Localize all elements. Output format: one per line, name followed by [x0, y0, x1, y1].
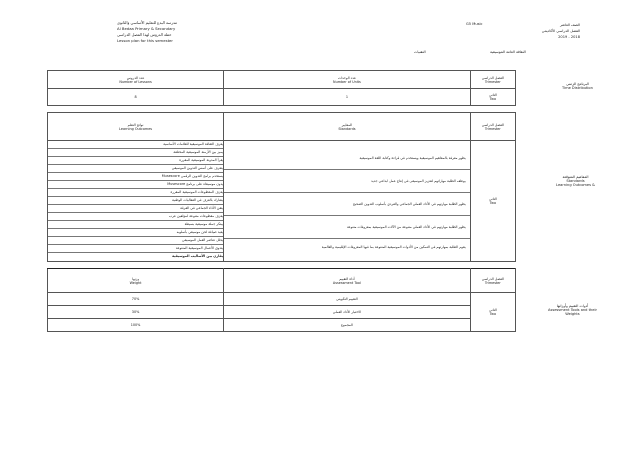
outcome-item: يتعرف على أسس التدوين الموسيقي: [48, 165, 223, 173]
col-term-header: الفصل الدراسي Trimester: [470, 113, 515, 141]
outcomes-cell: [48, 141, 224, 262]
term-value: الثاني Two: [470, 293, 515, 332]
subject-line: الثقافة العامة الموسيقية: [490, 50, 526, 54]
header-right-block: [542, 22, 580, 40]
plan-title-en: Lesson plan for this semester: [117, 38, 173, 43]
year-range: 2019 - 2018: [558, 35, 580, 39]
lessons-value: 8: [48, 89, 224, 106]
weight-value: 30%: [48, 306, 224, 319]
outcome-item: يعرف الثقافة الموسيقية للعلامات الأساسية: [48, 141, 223, 149]
col-units-header: عدد الوحدات Number of Units: [224, 71, 471, 89]
outcome-item: يبتكر جملة موسيقية بسيطة: [48, 221, 223, 229]
year-label: الفصل الدراسي الأكاديمي: [541, 29, 580, 33]
outcome-item: يشارك بالعزف في الفعاليات الوطنية: [48, 197, 223, 205]
standard-item: يظهر الطلبة مهارتهم في الأداء العملي الجماعي والفردي بأسلوب التدوين الصحيح: [224, 193, 470, 216]
term-value: الثاني Two: [470, 89, 515, 106]
outcome-item: يتقن الأداء الجماعي في الفرقة: [48, 205, 223, 213]
standard-item: يوظف الطلبة مهاراتهم لتعزيز الموسيقى في إنتاج عمل ابداعي جديد: [224, 170, 470, 193]
plan-title-ar: خطة الدروس لهذا الفصل الدراسي: [117, 32, 172, 37]
col-term-header: الفصل الدراسي Trimester: [470, 269, 515, 293]
standard-item: يظهر معرفة بالمفاهيم الموسيقية ويستخدم في قراءة وكتابة اللغة الموسيقية: [224, 147, 470, 170]
school-name-en: Al Bedaa Primary & Secondary: [117, 26, 176, 31]
school-name-ar: مدرسة البدع للتعليم الأساسي والثانوي: [117, 20, 178, 25]
time-distribution-label: البرنامج الزمني Time Distribution: [562, 82, 593, 90]
outcome-item: يعيد صياغة لحن موسيقي بأسلوبه: [48, 229, 223, 237]
col-lessons-header: عدد الدروس Number of Lessons: [48, 71, 224, 89]
outcome-item: يستخدم برامج التدوين الرقمي Musescore: [48, 173, 223, 181]
standard-item: يظهر الطلبة مهارتهم في الأداء العملي متنوعة من الآلات الموسيقية بمعزوفات متنوعة: [224, 216, 470, 239]
outcome-item: يعزف المقطوعات الموسيقية المقررة: [48, 189, 223, 197]
outcome-item: يقرأ المدونة الموسيقية المقررة: [48, 157, 223, 165]
tool-value: التقييم التكويني: [224, 293, 471, 306]
outcome-item: يعزف مقطوعات متنوعة لمؤلفين عرب: [48, 213, 223, 221]
course-code: G5 Music: [466, 22, 483, 26]
col-tool-header: أداة التقييم Assessment Tool: [224, 269, 471, 293]
col-standards-header: المعايير Standards: [224, 113, 471, 141]
outcome-item: يتذوق الأعمال الموسيقية المتنوعة: [48, 245, 223, 253]
assessment-table: [47, 268, 516, 332]
weight-value: 100%: [48, 319, 224, 332]
col-weight-header: وزنها Weight: [48, 269, 224, 293]
standards-cell: [224, 141, 471, 262]
term-value: الثاني Two: [470, 141, 515, 262]
time-distribution-table: [47, 70, 516, 106]
standards-outcomes-table: [47, 112, 516, 262]
standard-item: يقوم الطلبة بمهارتهم في التمكين من الأدوات الموسيقية المتنوعة بما فيها المعزوفات الإقليمية والعالمية: [321, 244, 466, 249]
outcome-item: يميز بين الأزمنة الموسيقية المختلفة: [48, 149, 223, 157]
units-value: 1: [224, 89, 471, 106]
standards-outcomes-label: المفاهيم المتوقعة Standards Learning Outcomes &: [556, 175, 595, 187]
subject-extra: التقنيات: [414, 50, 426, 54]
grade-label: الصف العاشر: [560, 23, 580, 27]
col-outcomes-header: نواتج التعلم Learning Outcomes: [48, 113, 224, 141]
weight-value: 70%: [48, 293, 224, 306]
col-term-header: الفصل الدراسي Trimester: [470, 71, 515, 89]
assessment-label: أدوات التقييم وأوزانها Assessment Tools and their Weights: [548, 304, 597, 316]
tool-value: المجموع: [224, 319, 471, 332]
outcome-item: يقارن بين الأساليب الموسيقية: [172, 254, 224, 258]
outcome-item: يدون موسيقاه على برنامج Musescore: [48, 181, 223, 189]
tool-value: الاختبار الأداء العملي: [224, 306, 471, 319]
school-title-block: [117, 20, 177, 44]
outcome-item: يحلل عناصر العمل الموسيقي: [48, 237, 223, 245]
